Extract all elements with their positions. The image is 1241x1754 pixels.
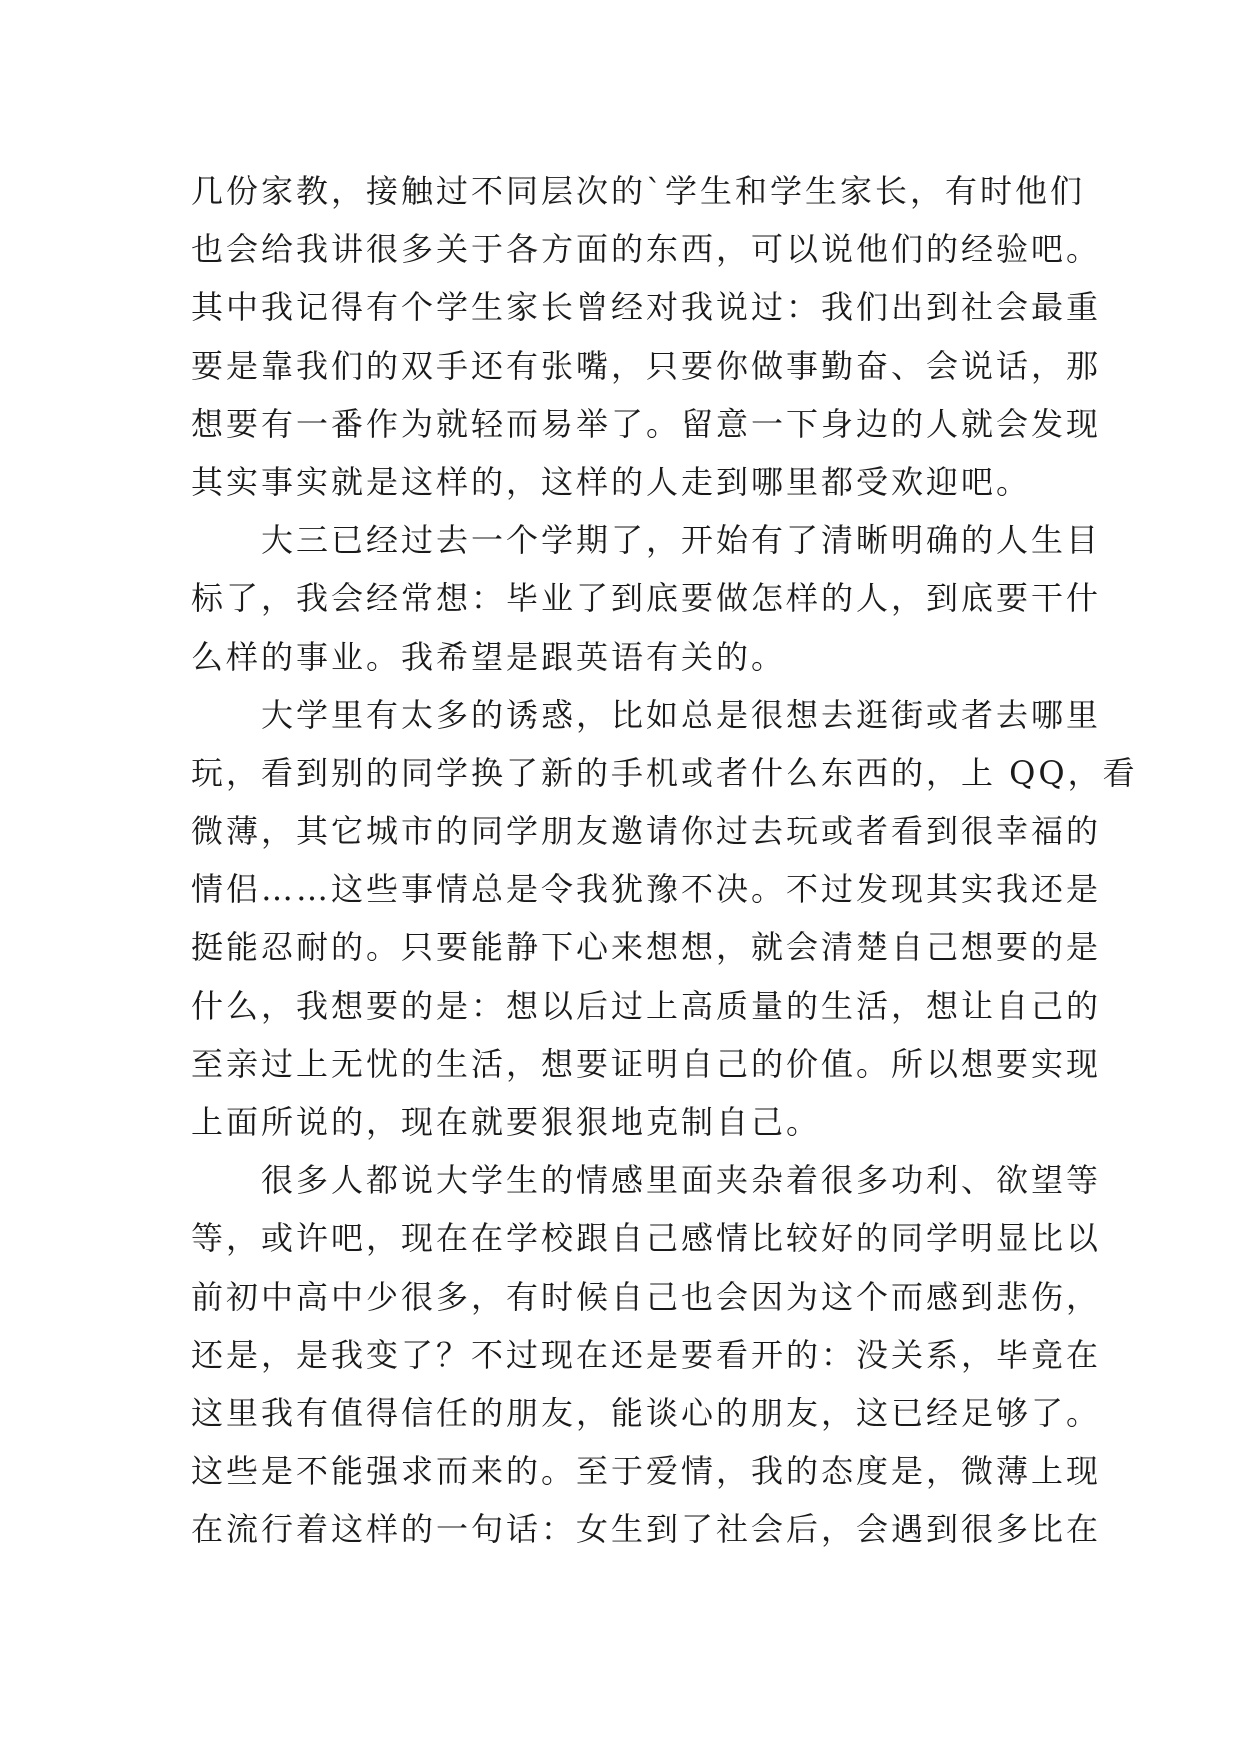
text-line: 至亲过上无忧的生活，想要证明自己的价值。所以想要实现 — [191, 1044, 1102, 1083]
text-line: 等，或许吧，现在在学校跟自己感情比较好的同学明显比以 — [191, 1219, 1102, 1258]
paragraph-start-line: 大三已经过去一个学期了，开始有了清晰明确的人生目 — [191, 521, 1102, 560]
text-line: 也会给我讲很多关于各方面的东西，可以说他们的经验吧。 — [191, 230, 1102, 269]
text-line: 其中我记得有个学生家长曾经对我说过：我们出到社会最重 — [191, 288, 1102, 327]
paragraph-start-line: 很多人都说大学生的情感里面夹杂着很多功利、欲望等 — [191, 1161, 1102, 1200]
text-line: 还是，是我变了？不过现在还是要看开的：没关系，毕竟在 — [191, 1335, 1102, 1374]
text-line: 几份家教，接触过不同层次的`学生和学生家长，有时他们 — [191, 172, 1086, 210]
text-line: 玩，看到别的同学换了新的手机或者什么东西的，上 QQ，看 — [191, 753, 1138, 792]
text-line: 其实事实就是这样的，这样的人走到哪里都受欢迎吧。 — [191, 462, 1032, 501]
text-line: 前初中高中少很多，有时候自己也会因为这个而感到悲伤， — [191, 1277, 1102, 1316]
text-line: 这些是不能强求而来的。至于爱情，我的态度是，微薄上现 — [191, 1452, 1102, 1491]
paragraph-start-line: 大学里有太多的诱惑，比如总是很想去逛街或者去哪里 — [191, 695, 1102, 734]
text-line: 挺能忍耐的。只要能静下心来想想，就会清楚自己想要的是 — [191, 928, 1102, 967]
text-line: 什么，我想要的是：想以后过上高质量的生活，想让自己的 — [191, 986, 1102, 1025]
text-line: 上面所说的，现在就要狠狠地克制自己。 — [191, 1103, 822, 1141]
text-line: 想要有一番作为就轻而易举了。留意一下身边的人就会发现 — [191, 404, 1102, 443]
text-line: 在流行着这样的一句话：女生到了社会后，会遇到很多比在 — [191, 1510, 1102, 1549]
text-line: 要是靠我们的双手还有张嘴，只要你做事勤奋、会说话，那 — [191, 346, 1102, 385]
text-line: 微薄，其它城市的同学朋友邀请你过去玩或者看到很幸福的 — [191, 812, 1102, 851]
text-line: 么样的事业。我希望是跟英语有关的。 — [191, 637, 787, 676]
text-line: 情侣……这些事情总是令我犹豫不决。不过发现其实我还是 — [191, 870, 1102, 909]
text-line: 这里我有值得信任的朋友，能谈心的朋友，这已经足够了。 — [191, 1393, 1102, 1432]
body-text — [191, 162, 1138, 1559]
text-line: 标了，我会经常想：毕业了到底要做怎样的人，到底要干什 — [191, 579, 1102, 618]
